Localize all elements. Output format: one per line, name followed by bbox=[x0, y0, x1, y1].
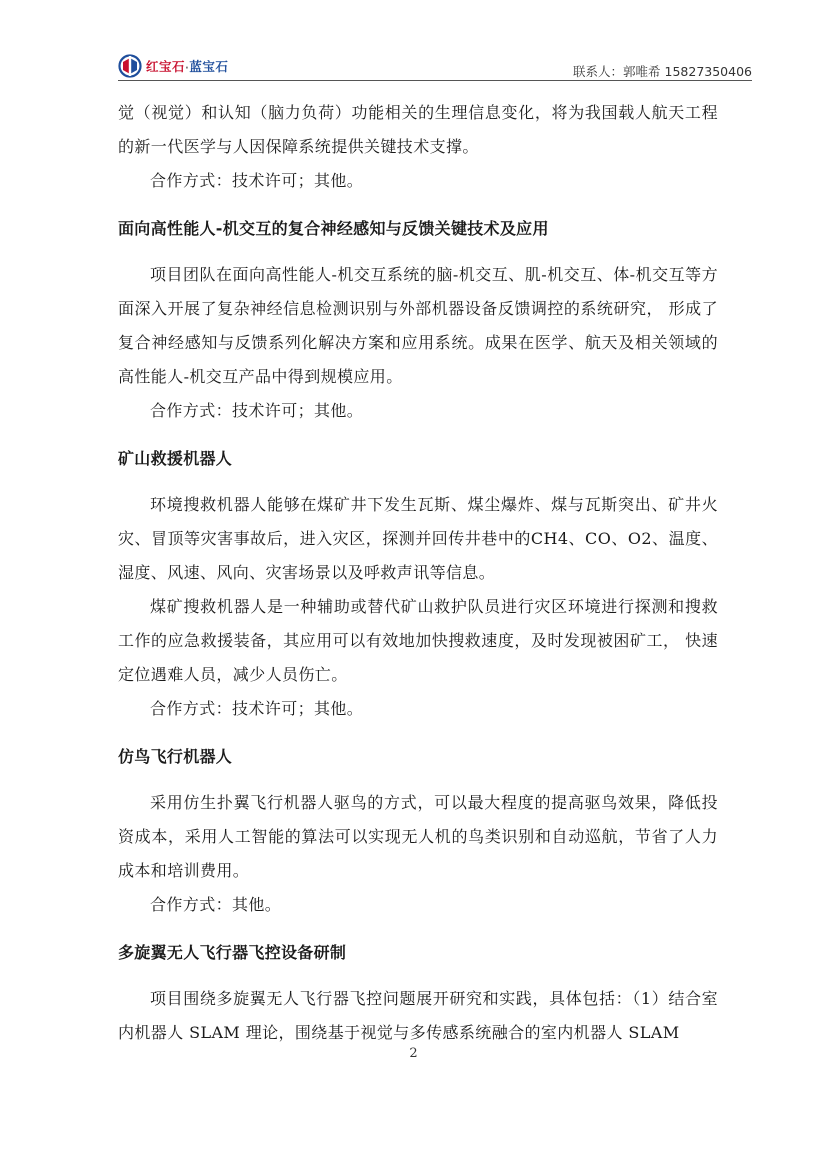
section-mine-rescue-robot bbox=[118, 442, 718, 726]
page-number: 2 bbox=[409, 1046, 418, 1061]
section-paragraph: 采用仿生扑翼飞行机器人驱鸟的方式，可以最大程度的提高驱鸟效果，降低投资成本，采用人工智能的算法可以实现无人机的鸟类识别和自动巡航，节省了人力成本和培训费用。 bbox=[118, 793, 718, 880]
logo-separator: · bbox=[185, 63, 190, 74]
section-uav-flight-control bbox=[118, 936, 718, 1050]
section-title: 矿山救援机器人 bbox=[118, 449, 233, 468]
page-header bbox=[118, 52, 752, 82]
intro-cooperation: 合作方式：技术许可；其他。 bbox=[150, 171, 364, 190]
logo-wordmark bbox=[146, 57, 228, 75]
logo-text-red: 红宝石 bbox=[146, 59, 186, 74]
gem-logo-icon bbox=[118, 54, 142, 78]
section-paragraph: 项目围绕多旋翼无人飞行器飞控问题展开研究和实践，具体包括：（1）结合室内机器人 SLAM 理论，围绕基于视觉与多传感系统融合的室内机器人 SLAM bbox=[118, 989, 718, 1042]
section-paragraph: 环境搜救机器人能够在煤矿井下发生瓦斯、煤尘爆炸、煤与瓦斯突出、矿井火灾、冒顶等灾害事故后，进入灾区，探测并回传井巷中的CH4、CO、O2、温度、湿度、风速、风向、灾害场景以及呼救声讯等信息。 bbox=[118, 495, 718, 582]
contact-info: 联系人：郭唯希 15827350406 bbox=[573, 64, 752, 79]
section-paragraph: 项目团队在面向高性能人-机交互系统的脑-机交互、肌-机交互、体-机交互等方面深入开展了复杂神经信息检测识别与外部机器设备反馈调控的系统研究， 形成了复合神经感知与反馈系列化解决方案和应用系统。成果在医学、航天及相关领域的高性能人-机交互产品中得到规模应用。 bbox=[118, 265, 718, 386]
company-logo bbox=[118, 54, 228, 78]
logo-text-blue: 蓝宝石 bbox=[189, 59, 229, 74]
section-paragraph: 煤矿搜救机器人是一种辅助或替代矿山救护队员进行灾区环境进行探测和搜救工作的应急救援装备，其应用可以有效地加快搜救速度，及时发现被困矿工， 快速定位遇难人员，减少人员伤亡。 bbox=[118, 597, 718, 684]
section-title: 多旋翼无人飞行器飞控设备研制 bbox=[118, 943, 347, 962]
section-title: 仿鸟飞行机器人 bbox=[118, 747, 233, 766]
section-bird-robot bbox=[118, 740, 718, 922]
header-divider bbox=[118, 80, 752, 81]
intro-paragraph: 觉（视觉）和认知（脑力负荷）功能相关的生理信息变化，将为我国载人航天工程的新一代医学与人因保障系统提供关键技术支撑。 bbox=[118, 103, 718, 156]
section-cooperation: 合作方式：其他。 bbox=[150, 895, 282, 914]
section-hci bbox=[118, 212, 718, 428]
section-cooperation: 合作方式：技术许可；其他。 bbox=[150, 699, 364, 718]
section-title: 面向高性能人-机交互的复合神经感知与反馈关键技术及应用 bbox=[118, 219, 549, 238]
document-body bbox=[118, 96, 718, 1050]
section-cooperation: 合作方式：技术许可；其他。 bbox=[150, 401, 364, 420]
